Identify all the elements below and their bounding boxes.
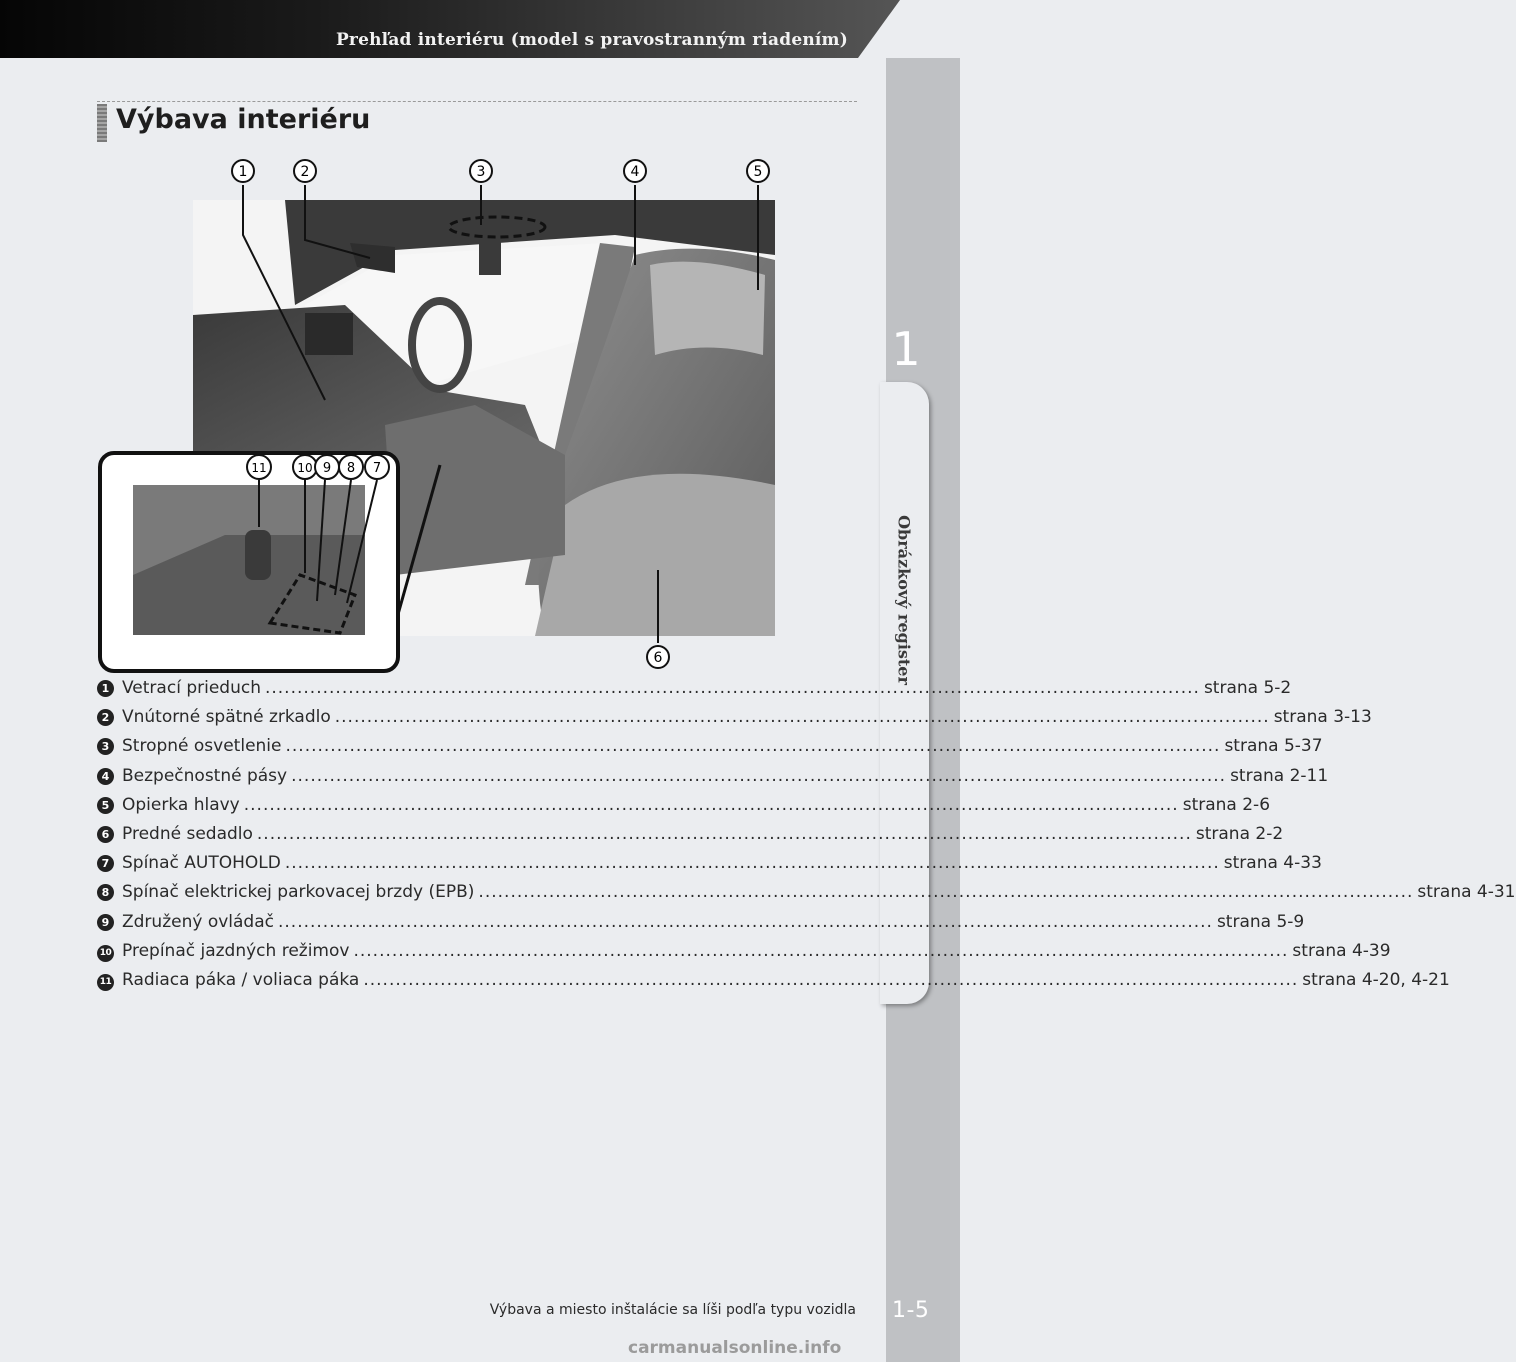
leader-dots: .................................................................................................................................................. bbox=[256, 823, 1192, 844]
item-page-ref[interactable]: strana 3-13 bbox=[1273, 707, 1372, 728]
callout-5 bbox=[747, 160, 769, 182]
item-label: Radiaca páka / voliaca páka bbox=[122, 969, 360, 990]
svg-text:11: 11 bbox=[251, 461, 267, 475]
leader-dots: .................................................................................................................................................. bbox=[291, 765, 1227, 786]
list-item bbox=[97, 707, 1372, 736]
item-page-ref[interactable]: strana 4-39 bbox=[1292, 940, 1391, 961]
item-label: Vetrací prieduch bbox=[122, 678, 261, 698]
svg-text:4: 4 bbox=[630, 164, 640, 180]
list-item bbox=[97, 882, 1516, 911]
list-item bbox=[97, 969, 1450, 999]
item-page-ref[interactable]: strana 4-20, 4-21 bbox=[1302, 969, 1450, 990]
item-page-ref[interactable]: strana 5-2 bbox=[1203, 678, 1292, 698]
item-label: Prepínač jazdných režimov bbox=[122, 940, 350, 961]
leader-dots: .................................................................................................................................................. bbox=[353, 940, 1289, 961]
section-divider bbox=[97, 101, 857, 102]
callout-6 bbox=[647, 646, 669, 668]
item-label: Predné sedadlo bbox=[122, 823, 253, 844]
leader-dots: .................................................................................................................................................. bbox=[277, 911, 1213, 932]
item-number: 3 bbox=[97, 738, 114, 755]
leader-dots: .................................................................................................................................................. bbox=[478, 882, 1414, 903]
item-number: 5 bbox=[97, 797, 114, 814]
svg-text:5: 5 bbox=[753, 164, 763, 180]
list-item bbox=[97, 940, 1391, 970]
list-item bbox=[97, 765, 1329, 795]
leader-dots: .................................................................................................................................................. bbox=[243, 794, 1179, 815]
item-label: Vnútorné spätné zrkadlo bbox=[122, 707, 331, 728]
section-title: Výbava interiéru bbox=[116, 104, 371, 135]
camera-unit bbox=[479, 235, 501, 275]
callout-7 bbox=[365, 455, 389, 479]
list-item bbox=[97, 911, 1305, 941]
leader-dots: .................................................................................................................................................. bbox=[264, 678, 1200, 698]
item-label: Spínač elektrickej parkovacej brzdy (EPB) bbox=[122, 882, 475, 903]
leader-dots: .................................................................................................................................................. bbox=[284, 853, 1220, 874]
svg-text:3: 3 bbox=[476, 164, 486, 180]
list-item bbox=[97, 794, 1271, 824]
item-label: Opierka hlavy bbox=[122, 794, 240, 815]
component-list bbox=[97, 678, 1516, 999]
callout-4 bbox=[624, 160, 646, 182]
svg-text:1: 1 bbox=[238, 164, 248, 180]
callout-3 bbox=[470, 160, 492, 182]
svg-text:10: 10 bbox=[297, 461, 313, 475]
svg-text:9: 9 bbox=[322, 461, 332, 476]
page-number: 1-5 bbox=[892, 1298, 930, 1323]
item-number: 4 bbox=[97, 768, 114, 785]
svg-text:2: 2 bbox=[300, 164, 310, 180]
item-page-ref[interactable]: strana 2-6 bbox=[1182, 794, 1271, 815]
item-page-ref[interactable]: strana 5-9 bbox=[1216, 911, 1305, 932]
heading-marker bbox=[97, 104, 107, 142]
headrest bbox=[650, 262, 765, 355]
leader-dots: .................................................................................................................................................. bbox=[334, 707, 1270, 728]
item-number: 7 bbox=[97, 855, 114, 872]
chapter-number: 1 bbox=[891, 322, 921, 376]
item-number: 11 bbox=[97, 974, 114, 991]
item-number: 2 bbox=[97, 709, 114, 726]
header-title: Prehľad interiéru (model s pravostranným riadením) bbox=[335, 30, 848, 50]
item-number: 8 bbox=[97, 884, 114, 901]
item-number: 6 bbox=[97, 826, 114, 843]
inset-shift-lever bbox=[245, 530, 271, 580]
item-page-ref[interactable]: strana 2-11 bbox=[1230, 765, 1329, 786]
item-page-ref[interactable]: strana 4-31 bbox=[1417, 882, 1516, 903]
callout-2 bbox=[294, 160, 316, 182]
callout-9 bbox=[315, 455, 339, 479]
callout-11 bbox=[247, 455, 271, 479]
leader-dots: .................................................................................................................................................. bbox=[363, 969, 1299, 990]
list-item bbox=[97, 736, 1323, 765]
display-screen bbox=[305, 313, 353, 355]
callout-1 bbox=[232, 160, 254, 182]
item-number: 9 bbox=[97, 914, 114, 931]
footnote: Výbava a miesto inštalácie sa líši podľa typu vozidla bbox=[489, 1302, 856, 1318]
leader-dots: .................................................................................................................................................. bbox=[285, 736, 1221, 757]
item-page-ref[interactable]: strana 5-37 bbox=[1224, 736, 1323, 757]
list-item bbox=[97, 853, 1322, 882]
item-label: Spínač AUTOHOLD bbox=[122, 853, 281, 874]
interior-illustration bbox=[95, 155, 795, 675]
item-page-ref[interactable]: strana 2-2 bbox=[1195, 823, 1284, 844]
watermark: carmanualsonline.info bbox=[628, 1338, 842, 1358]
callout-10 bbox=[293, 455, 317, 479]
item-number: 1 bbox=[97, 680, 114, 697]
item-page-ref[interactable]: strana 4-33 bbox=[1223, 853, 1322, 874]
callout-8 bbox=[339, 455, 363, 479]
chapter-title: Obrázkový register bbox=[894, 515, 914, 685]
item-label: Bezpečnostné pásy bbox=[122, 765, 288, 786]
list-item bbox=[97, 823, 1284, 853]
item-label: Združený ovládač bbox=[122, 911, 274, 932]
svg-text:7: 7 bbox=[372, 461, 382, 476]
list-item bbox=[97, 678, 1292, 707]
item-label: Stropné osvetlenie bbox=[122, 736, 282, 757]
item-number: 10 bbox=[97, 945, 114, 962]
svg-text:8: 8 bbox=[346, 461, 356, 476]
svg-text:6: 6 bbox=[653, 650, 663, 666]
